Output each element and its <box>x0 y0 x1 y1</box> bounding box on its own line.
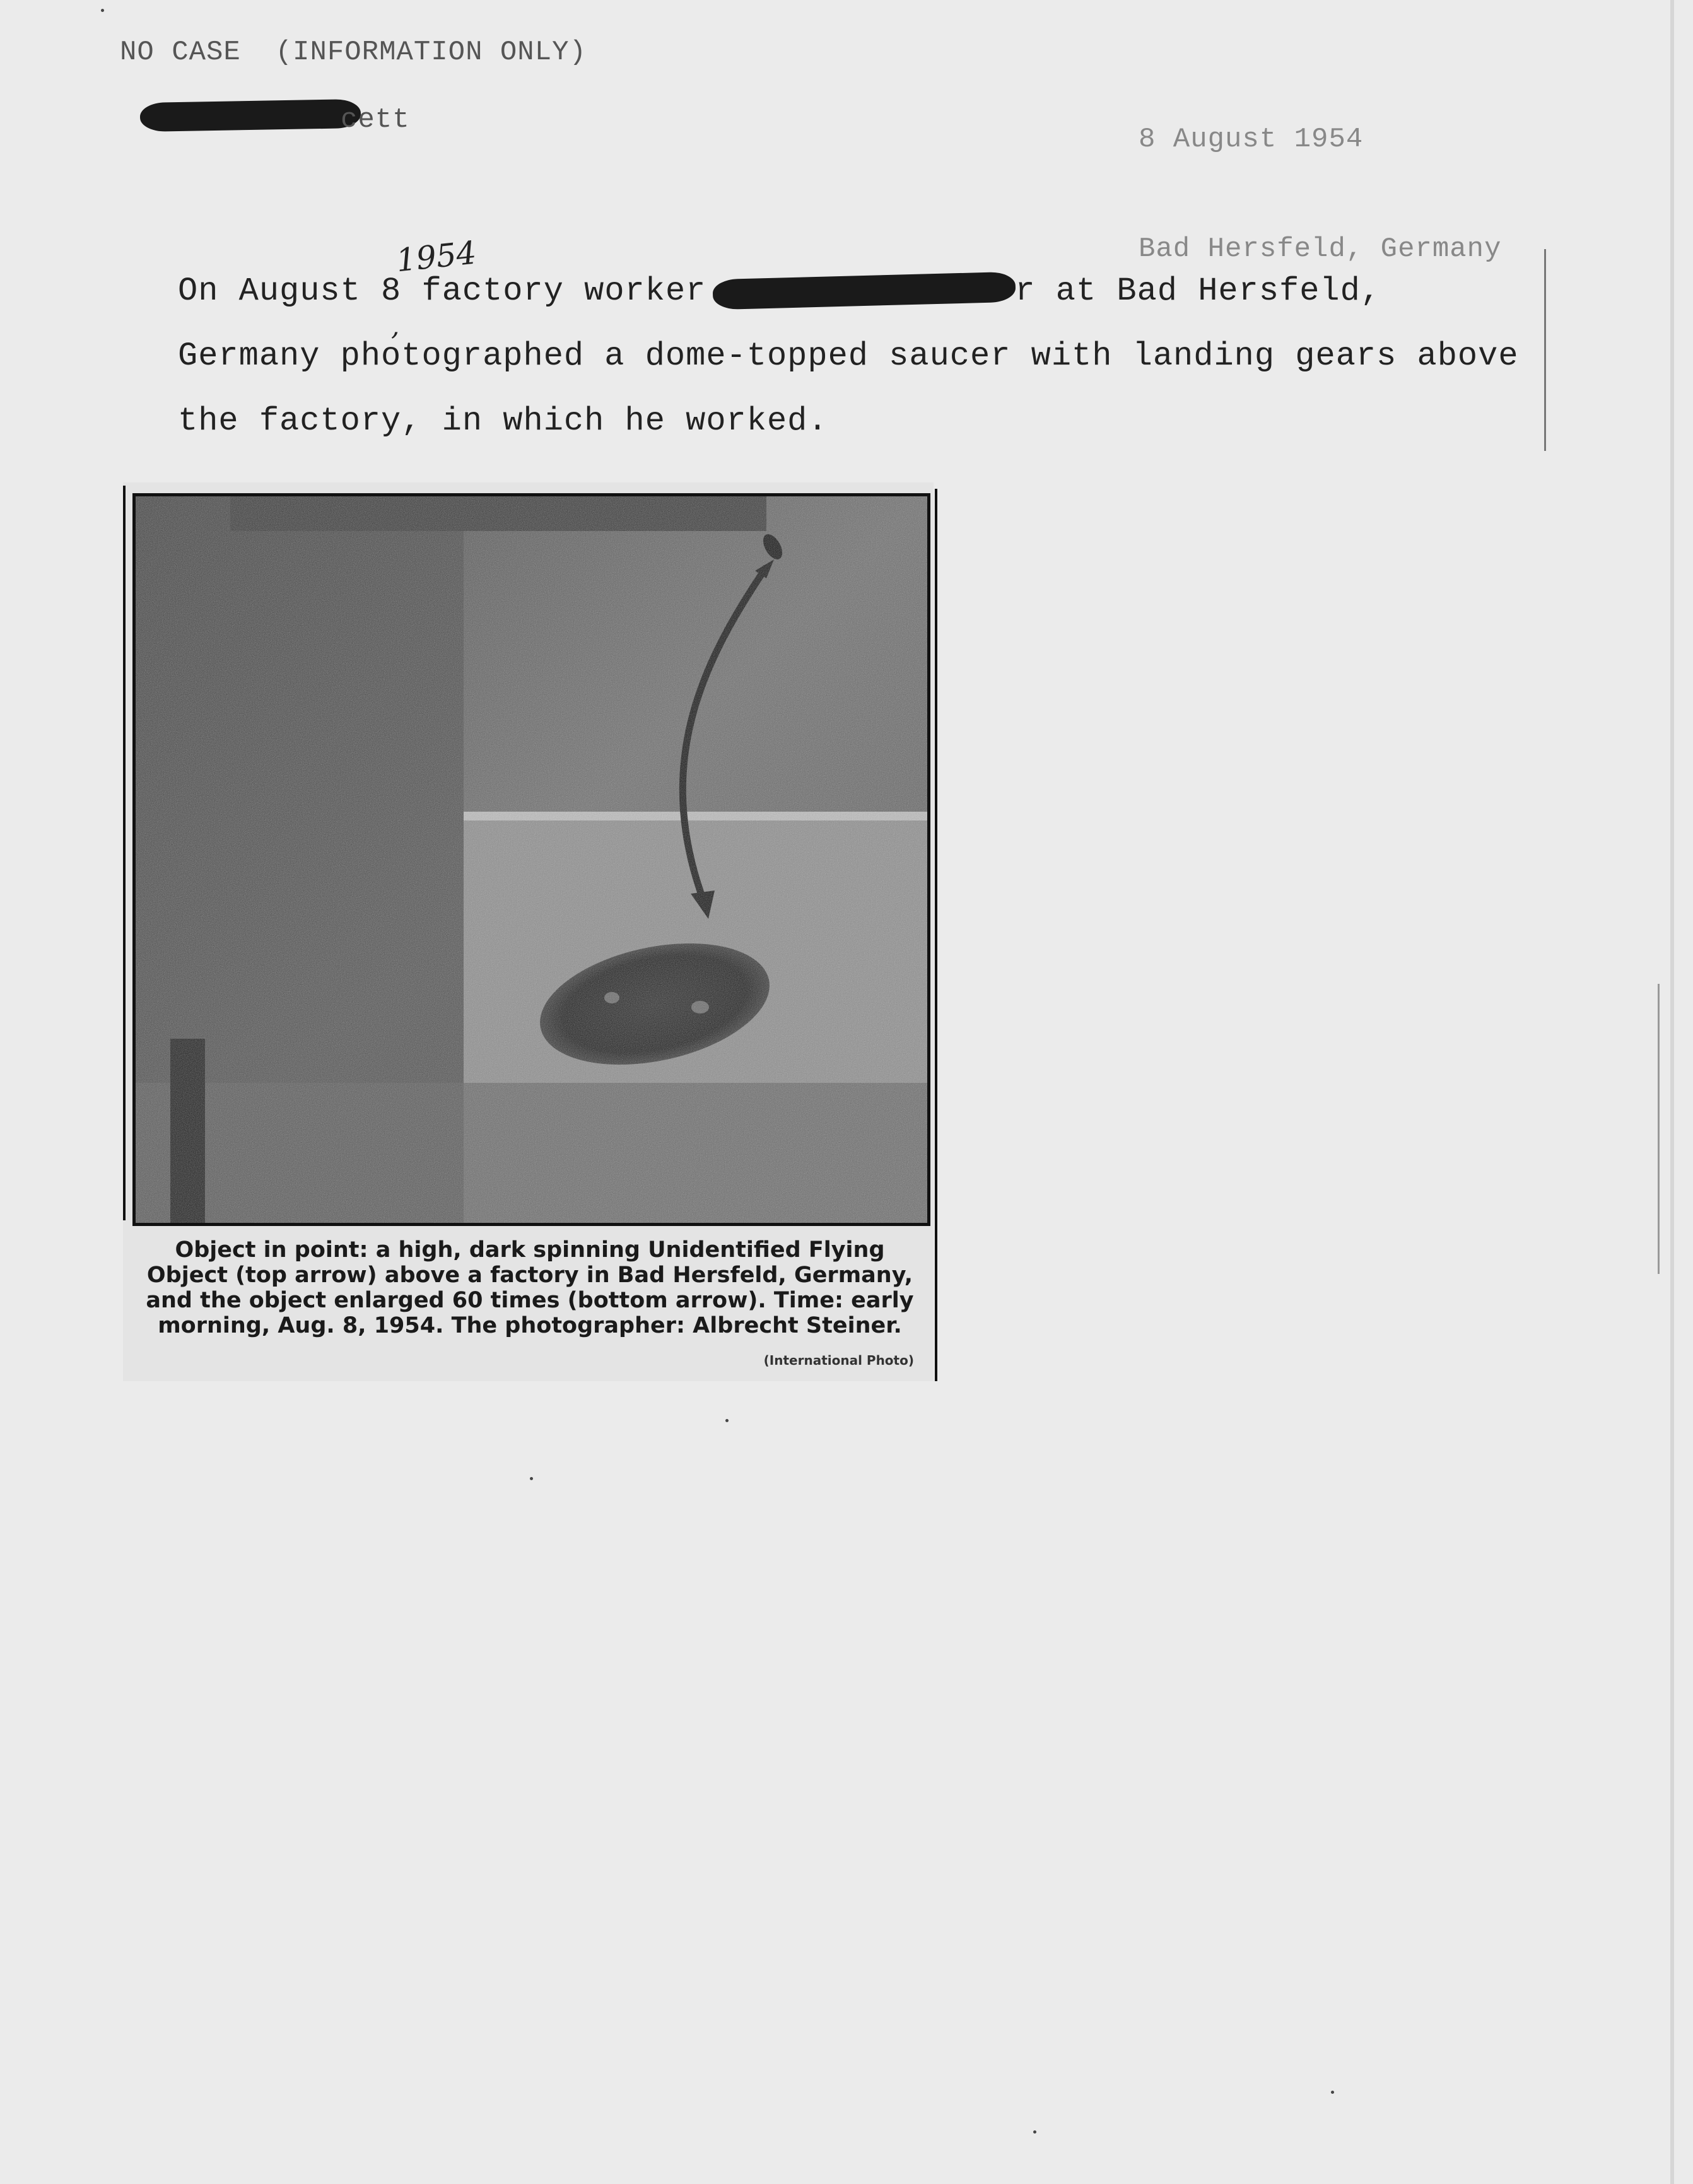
clipping-edge-left <box>123 486 126 1220</box>
redaction-name <box>140 99 361 132</box>
photo-credit: (International Photo) <box>763 1353 914 1368</box>
handwritten-year: 1954 <box>394 234 478 279</box>
body-line-1-c: r at Bad Hersfeld, <box>1015 272 1381 310</box>
body-line-2: Germany photographed a dome-topped saucer with landing gears above <box>178 337 1519 375</box>
body-line-1-b: factory worker <box>421 272 706 310</box>
case-label: NO CASE (INFORMATION ONLY) <box>120 37 587 68</box>
scan-margin-line <box>1544 249 1546 451</box>
body-line-3: the factory, in which he worked. <box>178 402 828 440</box>
handwritten-mark: , <box>391 310 400 341</box>
scan-speck <box>725 1419 729 1422</box>
name-fragment: cett <box>341 104 410 136</box>
ufo-photo-image <box>136 496 927 1223</box>
scan-speck <box>1331 2091 1334 2094</box>
scan-speck <box>530 1477 533 1480</box>
body-line-1-a: On August 8 <box>178 272 402 310</box>
photo-caption: Object in point: a high, dark spinning Unidentified Flying Object (top arrow) above a factory in Bad Hersfeld, Germany, and the object enlarged 60 times (bottom arrow). Time: early morning, Aug. 8, 1954. The photographer: Albrecht Steiner. <box>146 1237 914 1338</box>
report-location: Bad Hersfeld, Germany <box>1139 233 1502 265</box>
clipping-edge-right <box>935 489 937 1381</box>
scan-speck <box>1033 2130 1036 2134</box>
scan-edge-line <box>1658 984 1660 1274</box>
report-date: 8 August 1954 <box>1139 124 1364 155</box>
ufo-photograph <box>132 493 930 1226</box>
scan-speck <box>101 9 104 12</box>
